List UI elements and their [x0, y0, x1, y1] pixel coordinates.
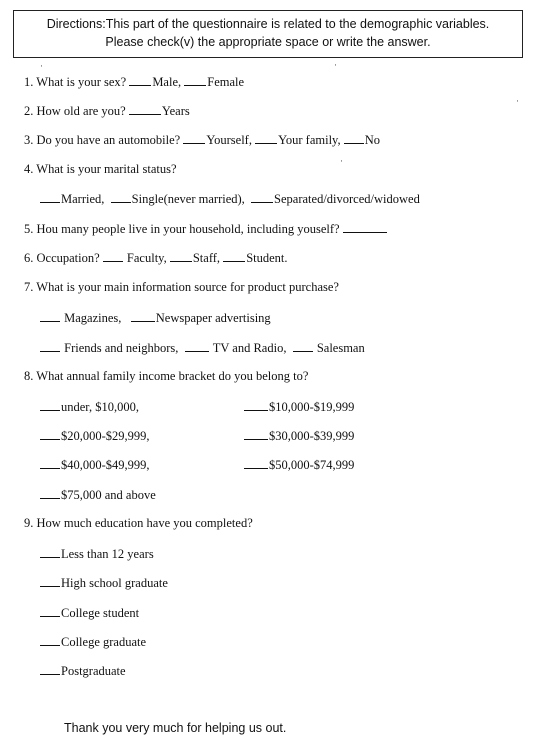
option-label: Postgraduate [61, 664, 126, 678]
option-label: College student [61, 606, 140, 620]
answer-blank[interactable] [40, 487, 60, 499]
answer-blank[interactable] [40, 634, 60, 646]
answer-blank[interactable] [40, 663, 60, 675]
directions-box [13, 10, 523, 58]
answer-blank[interactable] [131, 310, 155, 322]
income-option [244, 399, 354, 415]
option-label: Newspaper advertising [155, 311, 271, 325]
option-label: $20,000-$29,999, [61, 429, 150, 443]
answer-blank[interactable] [244, 457, 268, 469]
answer-blank[interactable] [251, 191, 273, 203]
answer-blank[interactable] [40, 399, 60, 411]
answer-blank[interactable] [343, 221, 387, 233]
option-label: Student. [246, 251, 288, 265]
option-label: Salesman [316, 341, 365, 355]
scan-speck: · [340, 156, 343, 166]
scan-speck: · [334, 60, 337, 70]
answer-blank[interactable] [111, 191, 131, 203]
answer-blank[interactable] [255, 132, 277, 144]
answer-blank[interactable] [344, 132, 364, 144]
question-8: 8. What annual family income bracket do you belong to? [24, 369, 309, 383]
answer-blank[interactable] [293, 340, 313, 352]
option-label: Yourself, [206, 133, 252, 147]
closing-message: Thank you very much for helping us out. [64, 721, 287, 735]
option-label: Magazines, [64, 311, 122, 325]
answer-blank[interactable] [40, 191, 60, 203]
directions-line-1: Directions:This part of the questionnaire is related to the demographic variables. [46, 17, 490, 31]
option-label: High school graduate [61, 576, 168, 590]
option-label: Male, [152, 75, 182, 89]
question-7-options-row-2 [40, 340, 365, 356]
answer-blank[interactable] [40, 340, 60, 352]
question-5: 5. Hou many people live in your household, including youself? [24, 221, 388, 237]
answer-blank[interactable] [223, 250, 245, 262]
option-label: TV and Radio, [212, 341, 287, 355]
income-option [244, 428, 354, 444]
directions-line-2: Please check(v) the appropriate space or write the answer. [105, 35, 431, 49]
option-label: Faculty, [126, 251, 167, 265]
option-label: Single(never married), [131, 192, 245, 206]
education-option [40, 634, 146, 650]
answer-blank[interactable] [103, 250, 123, 262]
scan-speck: · [516, 96, 519, 106]
education-option [40, 546, 154, 562]
answer-blank[interactable] [129, 74, 151, 86]
option-label: No [364, 133, 381, 147]
question-7: 7. What is your main information source for product purchase? [24, 280, 339, 294]
income-option [244, 457, 354, 473]
question-2: 2. How old are you? Years [24, 104, 190, 118]
question-3: 3. Do you have an automobile? Yourself, Your family, No [24, 133, 381, 147]
option-label: Less than 12 years [61, 547, 154, 561]
option-label: Separated/divorced/widowed [274, 192, 420, 206]
answer-blank[interactable] [40, 605, 60, 617]
option-label: Married, [61, 192, 105, 206]
option-label: $40,000-$49,999, [61, 458, 150, 472]
answer-blank[interactable] [40, 546, 60, 558]
option-label: Friends and neighbors, [64, 341, 179, 355]
question-7-options-row-1 [40, 310, 271, 326]
scan-speck: · [40, 61, 43, 71]
question-6: 6. Occupation? Faculty, Staff, Student. [24, 251, 288, 265]
option-label: Female [207, 75, 245, 89]
answer-blank[interactable] [170, 250, 192, 262]
option-label: Your family, [278, 133, 341, 147]
question-1: 1. What is your sex? Male, Female [24, 75, 245, 89]
option-label: College graduate [61, 635, 147, 649]
option-label: Years [161, 104, 190, 118]
option-label: $30,000-$39,999 [269, 429, 355, 443]
education-option [40, 575, 168, 591]
education-option [40, 605, 139, 621]
income-option [40, 457, 150, 473]
income-option [40, 399, 139, 415]
answer-blank[interactable] [129, 103, 161, 115]
answer-blank[interactable] [244, 399, 268, 411]
answer-blank[interactable] [185, 340, 209, 352]
question-4-options [40, 191, 420, 207]
question-4: 4. What is your marital status? [24, 162, 177, 176]
answer-blank[interactable] [40, 428, 60, 440]
income-option [40, 487, 156, 503]
option-label: $50,000-$74,999 [269, 458, 355, 472]
income-option [40, 428, 150, 444]
answer-blank[interactable] [40, 575, 60, 587]
option-label: $10,000-$19,999 [269, 400, 355, 414]
answer-blank[interactable] [40, 310, 60, 322]
option-label: under, $10,000, [61, 400, 139, 414]
education-option [40, 663, 126, 679]
answer-blank[interactable] [184, 74, 206, 86]
option-label: Staff, [192, 251, 221, 265]
option-label: $75,000 and above [61, 488, 156, 502]
answer-blank[interactable] [183, 132, 205, 144]
answer-blank[interactable] [244, 428, 268, 440]
question-9: 9. How much education have you completed? [24, 516, 253, 530]
answer-blank[interactable] [40, 457, 60, 469]
